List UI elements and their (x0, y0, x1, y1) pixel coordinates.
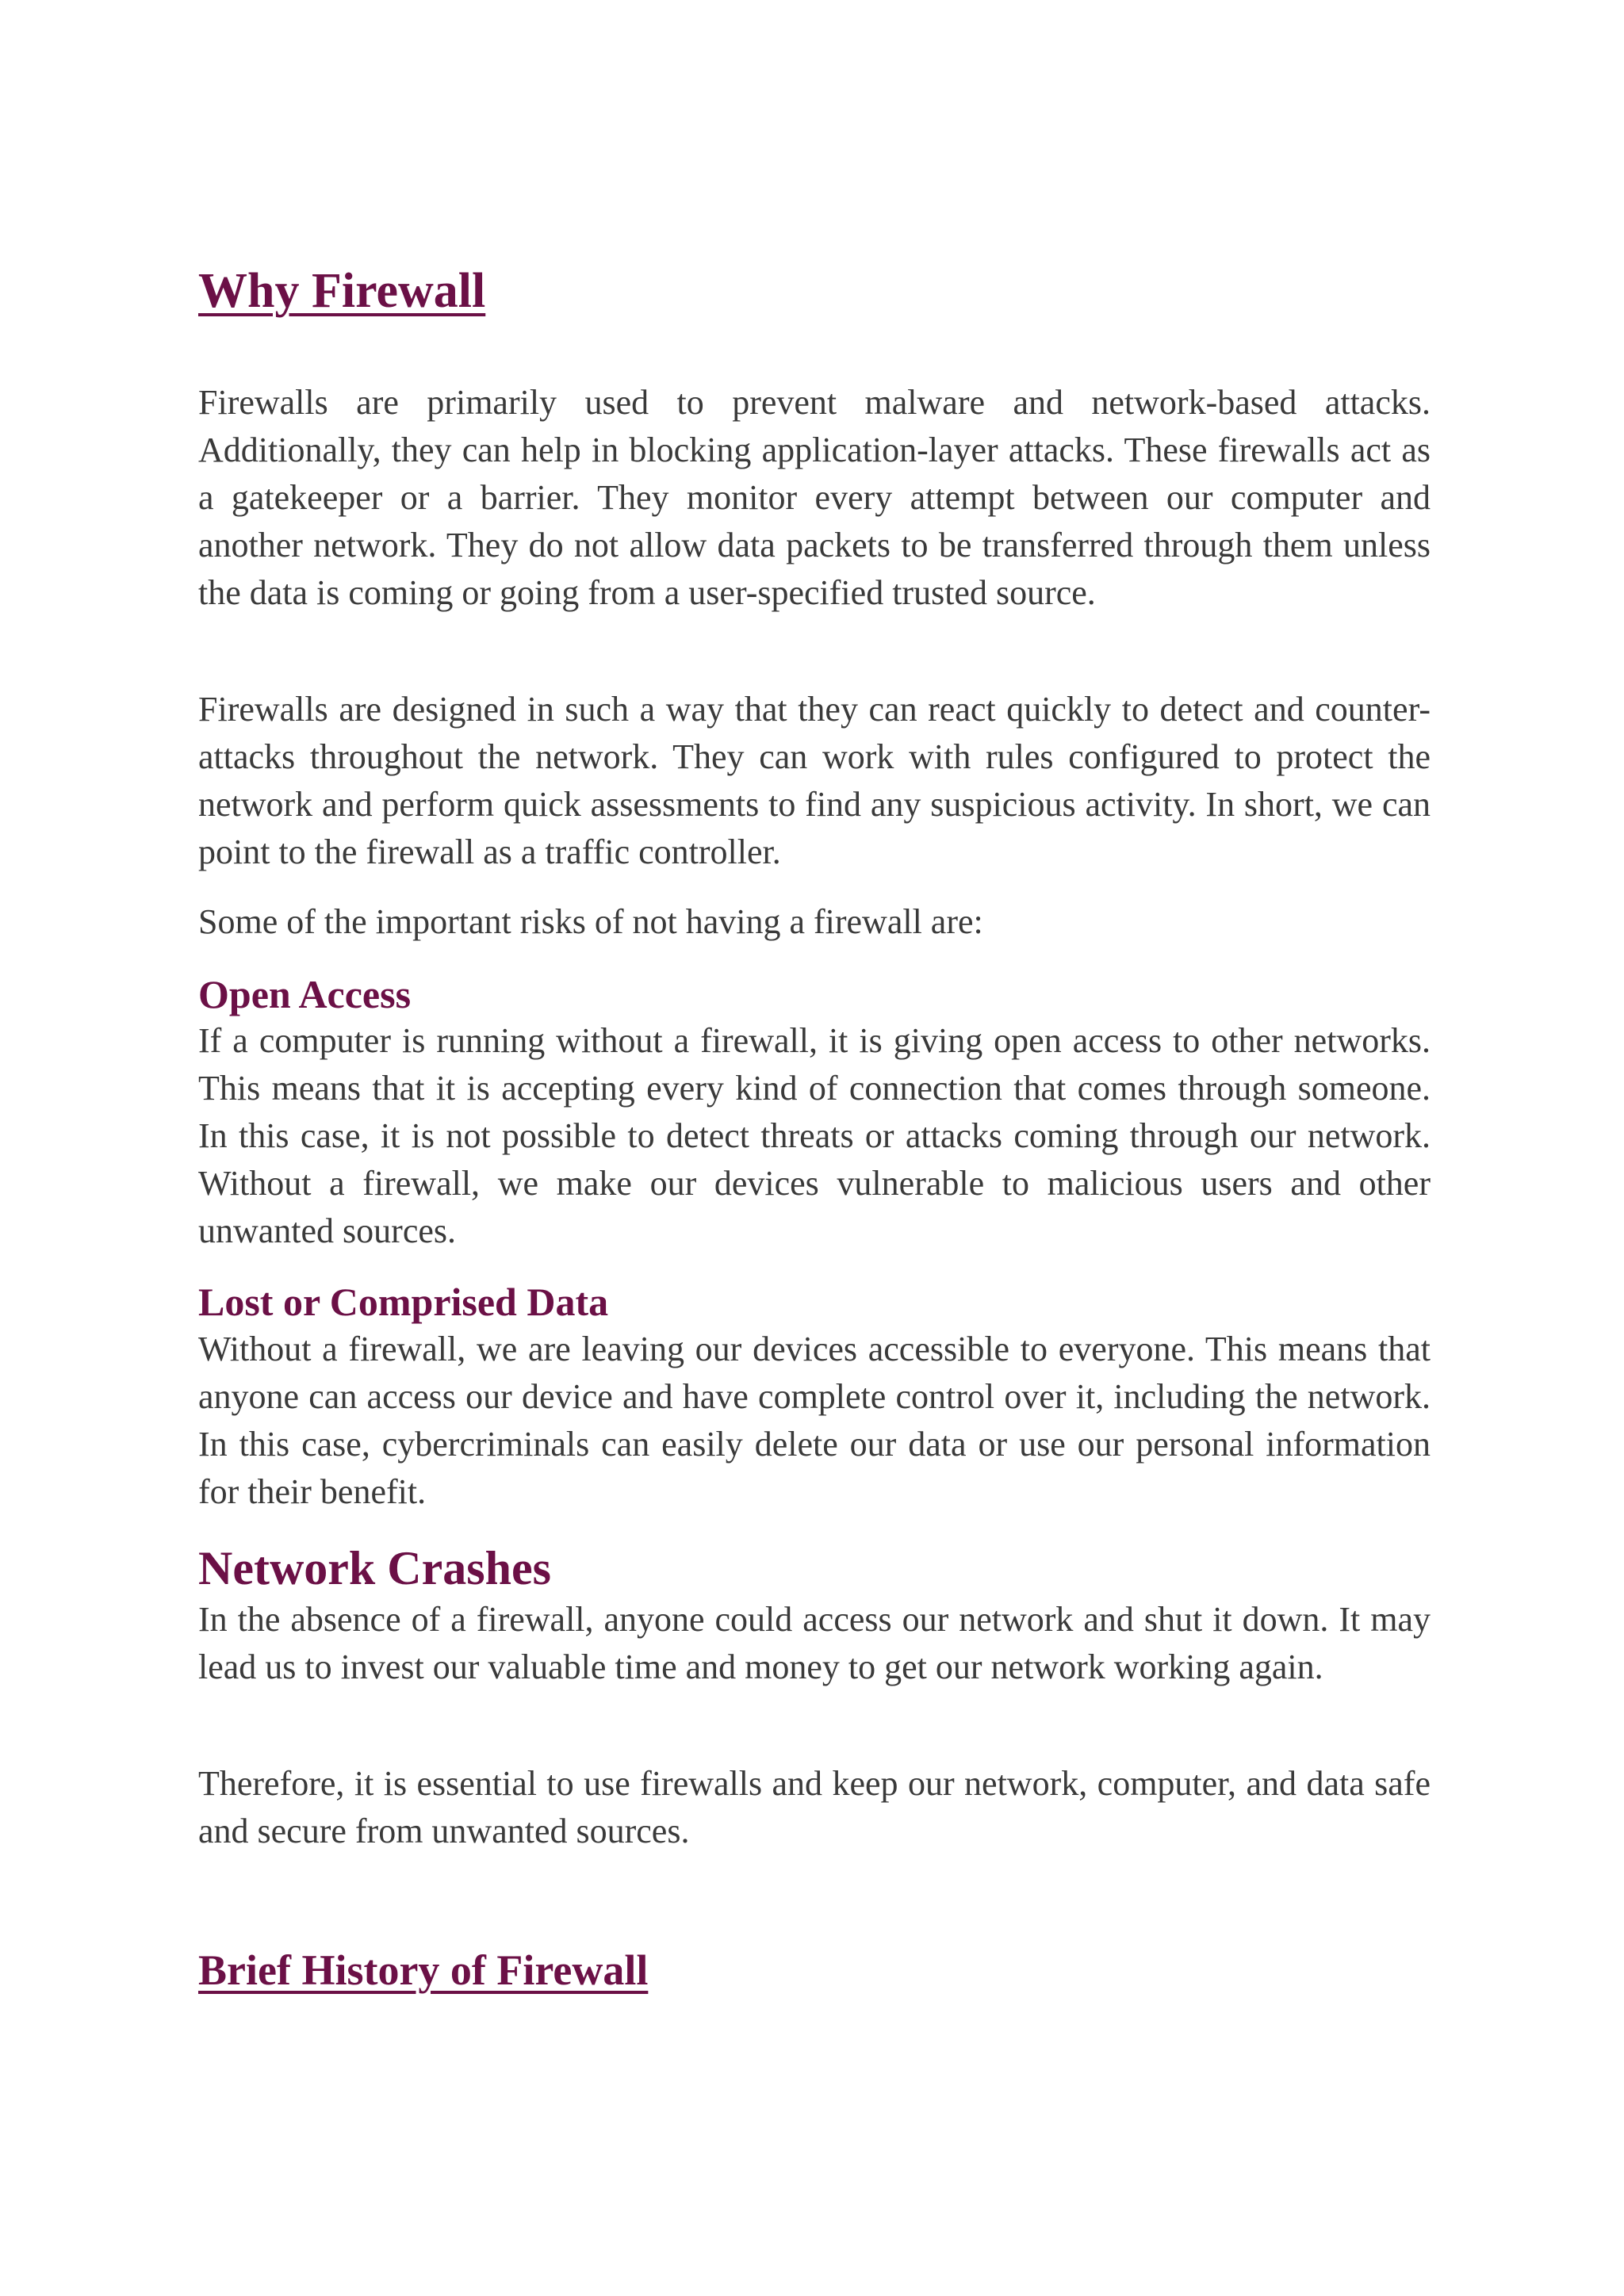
heading-why-firewall: Why Firewall (198, 264, 486, 318)
heading-lost-data: Lost or Comprised Data (198, 1280, 609, 1324)
paragraph-network-crashes-2: Therefore, it is essential to use firewalls and keep our network, computer, and data safe and secure from unwanted sources. (198, 1764, 1431, 1850)
heading-brief-history: Brief History of Firewall (198, 1946, 649, 1994)
paragraph-why-firewall-2: Firewalls are designed in such a way that they can react quickly to detect and counter-attacks throughout the network. They can work with rules configured to protect the network and perform quick assessments to find any suspicious activity. In short, we can point to the firewall as a traffic controller. (198, 690, 1431, 871)
paragraph-why-firewall-1: Firewalls are primarily used to prevent malware and network-based attacks. Additionally, they can help in blocking application-layer attacks. These firewalls act as a gatekeeper or a barrier. They monitor every attempt between our computer and another network. They do not allow data packets to be transferred through them unless the data is coming or going from a user-specified trusted source. (198, 383, 1431, 612)
heading-open-access: Open Access (198, 972, 412, 1016)
paragraph-lost-data: Without a firewall, we are leaving our devices accessible to everyone. This means that anyone can access our device and have complete control over it, including the network. In this case, cybercriminals can easily delete our data or use our personal information for their benefit. (198, 1330, 1431, 1511)
paragraph-open-access: If a computer is running without a firewall, it is giving open access to other networks. This means that it is accepting every kind of connection that comes through someone. In this case, it is not possible to detect threats or attacks coming through our network. Without a firewall, we make our devices vulnerable to malicious users and other unwanted sources. (198, 1021, 1431, 1250)
heading-network-crashes: Network Crashes (198, 1542, 551, 1594)
paragraph-network-crashes-1: In the absence of a firewall, anyone could access our network and shut it down. It may lead us to invest our valuable time and money to get our network working again. (198, 1600, 1431, 1686)
paragraph-why-firewall-3: Some of the important risks of not having a firewall are: (198, 902, 983, 941)
